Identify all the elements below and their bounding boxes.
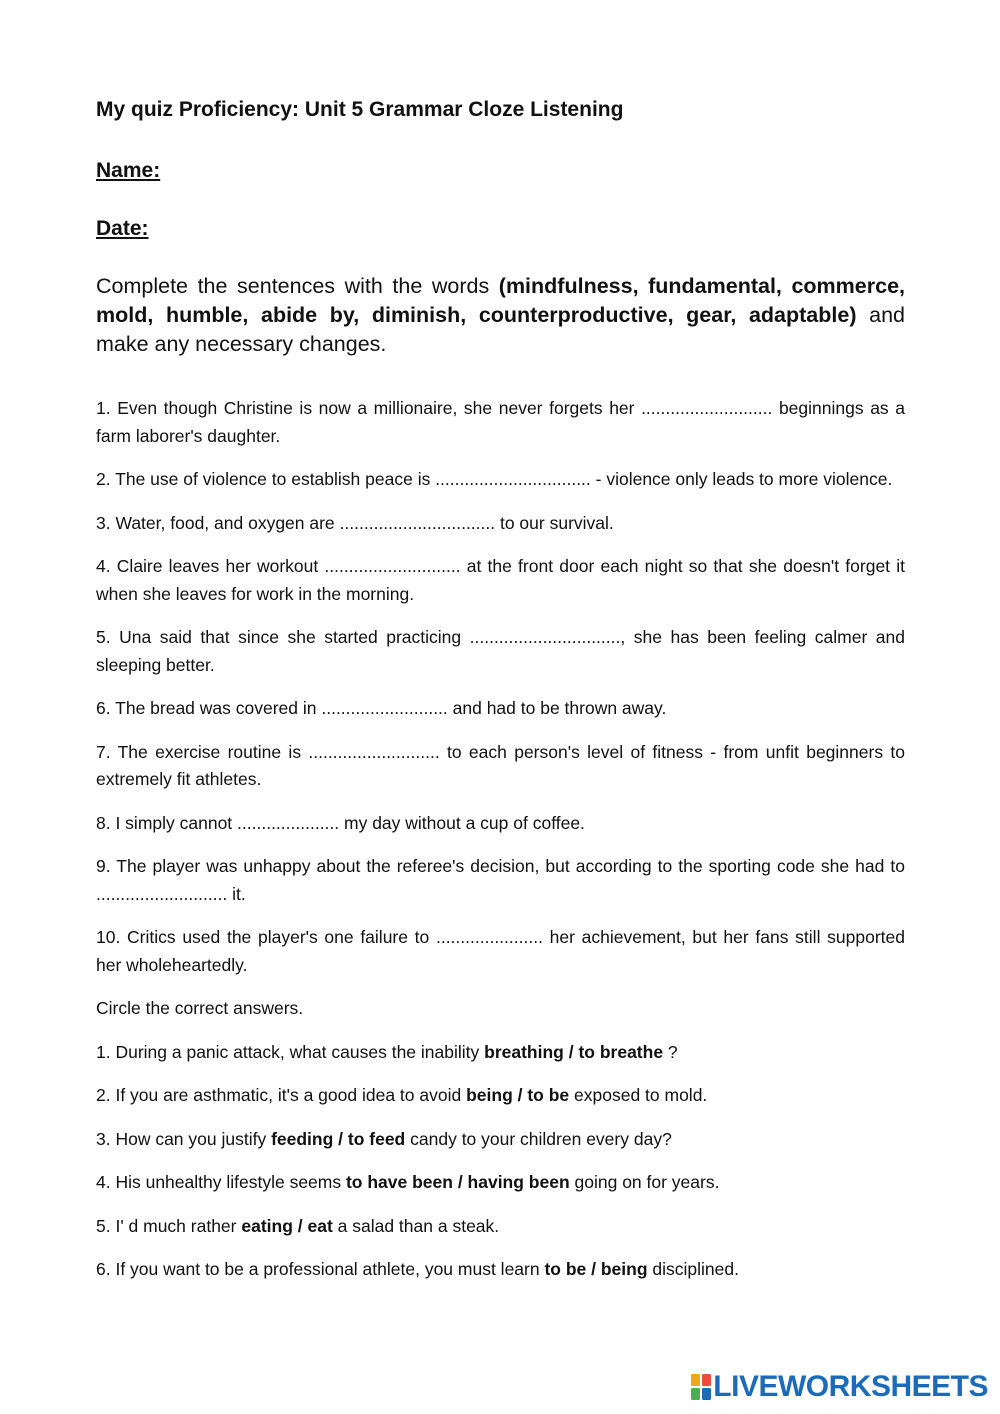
liveworksheets-logo-icon	[691, 1374, 711, 1400]
choice-text-before: 1. During a panic attack, what causes the inability	[96, 1041, 485, 1062]
instructions-word-list: (mindfulness, fundamental, commerce, mold, humble, abide by, diminish, counterproductive, gear, adaptable)	[96, 274, 905, 327]
choice-text-after: a salad than a steak.	[332, 1215, 500, 1236]
name-label: Name:	[96, 159, 161, 182]
choice-item	[96, 1039, 905, 1067]
worksheet-title: My quiz Proficiency: Unit 5 Grammar Cloze Listening	[96, 98, 624, 121]
choice-text-before: 5. I' d much rather	[96, 1215, 242, 1236]
cloze-item: 4. Claire leaves her workout ............................ at the front door each night so that she doesn't forget it when she leaves for work in the morning.	[96, 556, 905, 604]
cloze-item: 6. The bread was covered in .......................... and had to be thrown away.	[96, 698, 667, 718]
cloze-item: 10. Critics used the player's one failure to ...................... her achievement, but her fans still supported her wholeheartedly.	[96, 927, 905, 975]
cloze-item: 3. Water, food, and oxygen are ................................ to our survival.	[96, 512, 614, 533]
choice-list	[96, 1039, 905, 1284]
instructions-suffix: and make any necessary changes.	[96, 303, 905, 356]
cloze-item: 8. I simply cannot ..................... my day without a cup of coffee.	[96, 812, 585, 833]
choice-text-after: exposed to mold.	[569, 1085, 708, 1105]
circle-heading: Circle the correct answers.	[96, 998, 304, 1018]
cloze-item: 9. The player was unhappy about the referee's decision, but according to the sporting code she had to ........................... it.	[96, 856, 905, 904]
cloze-item: 2. The use of violence to establish peace is ................................ - violence only leads to more violence.	[96, 469, 893, 489]
choice-text-after: candy to your children every day?	[405, 1128, 672, 1149]
choice-text-before: 2. If you are asthmatic, it's a good idea to avoid	[96, 1085, 467, 1105]
choice-options: breathing / to breathe	[484, 1041, 664, 1062]
cloze-item: 1. Even though Christine is now a millionaire, she never forgets her ........................... beginnings as a farm laborer's daughter.	[96, 398, 905, 446]
choice-item	[96, 1256, 905, 1284]
choice-options: to be / being	[544, 1259, 648, 1279]
choice-options: to have been / having been	[345, 1172, 570, 1192]
choice-text-before: 4. His unhealthy lifestyle seems	[96, 1172, 346, 1192]
cloze-item: 5. Una said that since she started practicing ..............................., she has been feeling calmer and sleeping better.	[96, 627, 905, 675]
date-label: Date:	[96, 217, 149, 240]
worksheet-page	[96, 96, 905, 1300]
choice-item	[96, 1169, 905, 1197]
choice-text-after: going on for years.	[569, 1172, 720, 1192]
choice-item	[96, 1126, 905, 1154]
cloze-list	[96, 395, 905, 979]
choice-text-before: 3. How can you justify	[96, 1128, 272, 1149]
choice-options: feeding / to feed	[271, 1128, 406, 1149]
choice-text-after: disciplined.	[647, 1259, 739, 1279]
cloze-item: 7. The exercise routine is ........................... to each person's level of fitness - from unfit beginners to extremely fit athletes.	[96, 741, 905, 789]
choice-text-before: 6. If you want to be a professional athlete, you must learn	[96, 1259, 545, 1279]
instructions-prefix: Complete the sentences with the words	[96, 274, 499, 298]
choice-text-after: ?	[663, 1041, 678, 1062]
instructions	[96, 272, 905, 359]
liveworksheets-logo[interactable]	[691, 1372, 988, 1402]
choice-item	[96, 1082, 905, 1110]
liveworksheets-logo-text: LIVEWORKSHEETS	[713, 1370, 988, 1403]
choice-options: eating / eat	[241, 1215, 333, 1236]
choice-item	[96, 1213, 905, 1241]
choice-options: being / to be	[466, 1085, 570, 1105]
